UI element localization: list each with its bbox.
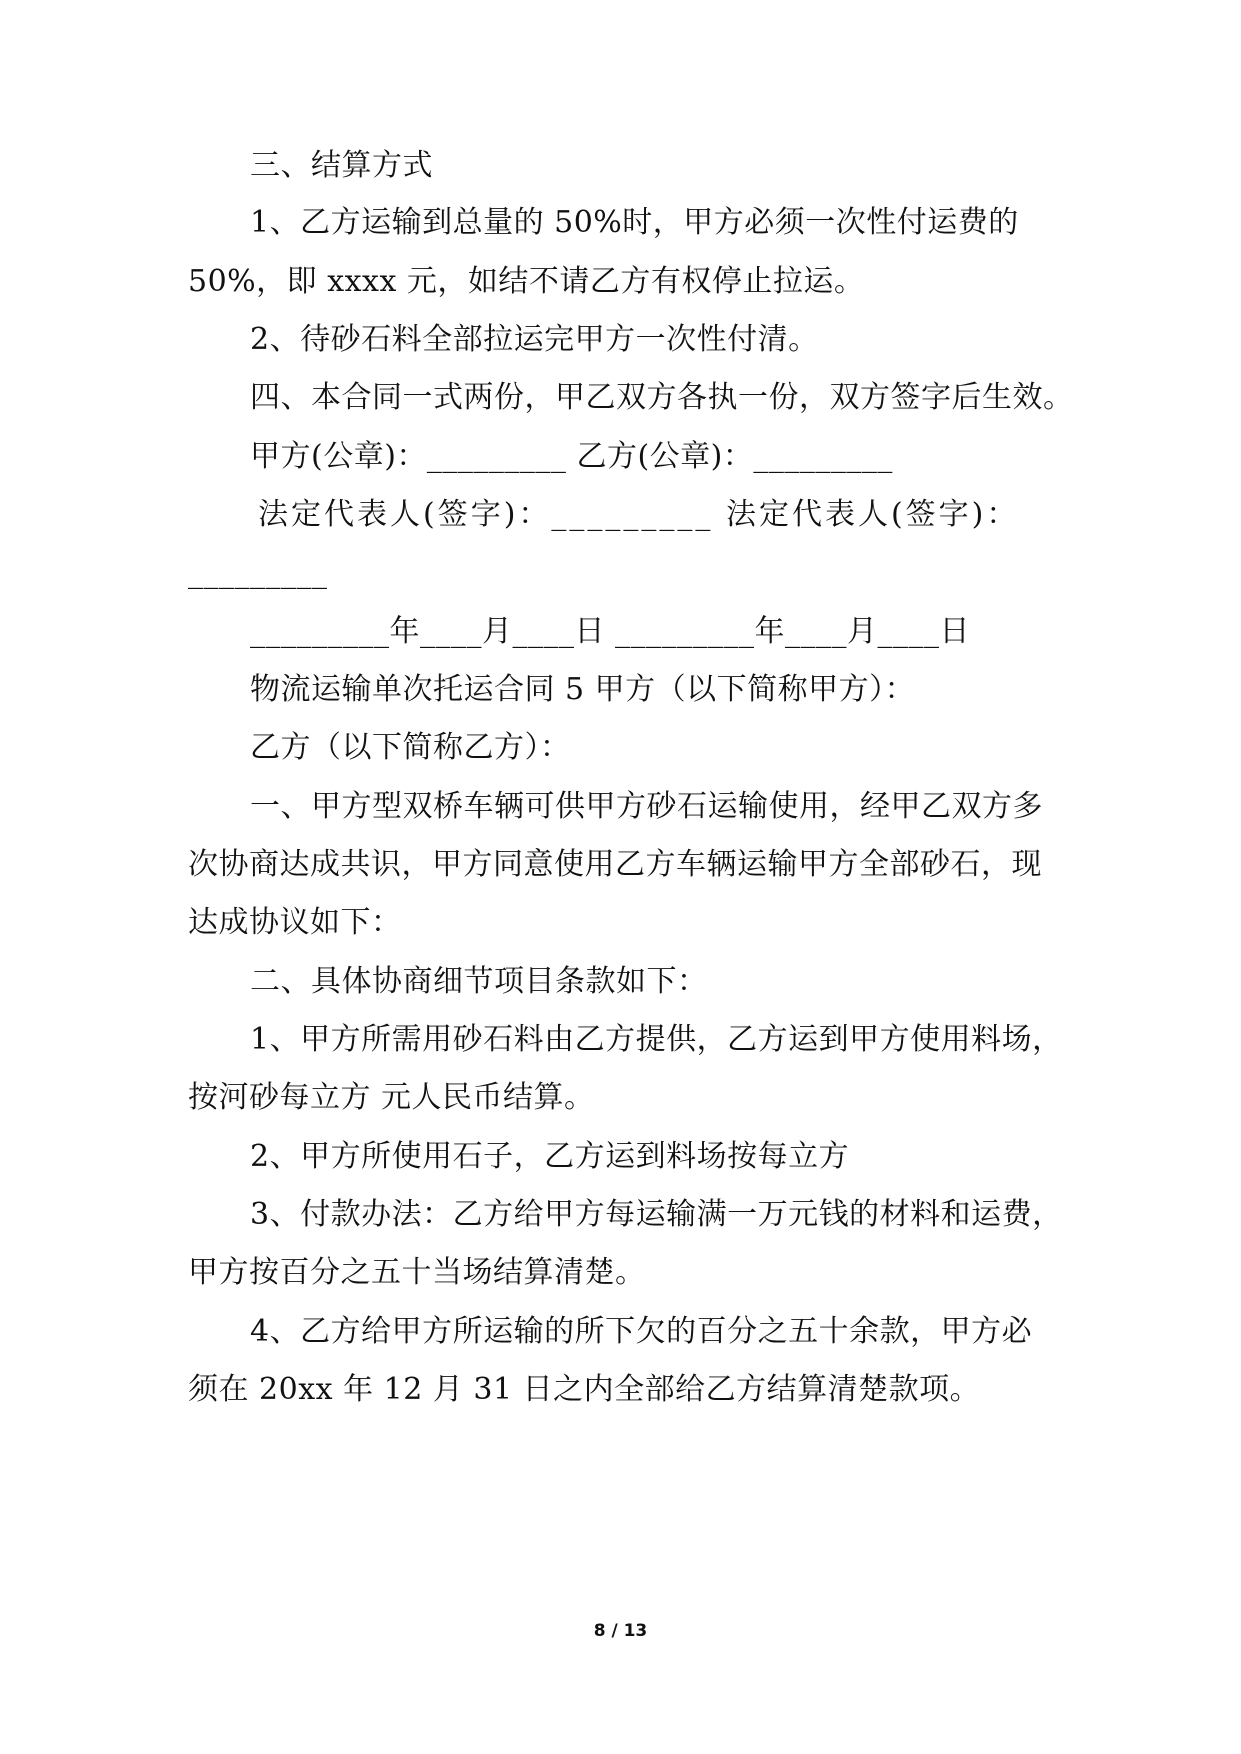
- paragraph-line: 一、甲方型双桥车辆可供甲方砂石运输使用，经甲乙双方多: [250, 789, 1043, 824]
- paragraph-line: 达成协议如下：: [188, 905, 402, 940]
- paragraph-line: 须在 20xx 年 12 月 31 日之内全部给乙方结算清楚款项。: [188, 1372, 981, 1407]
- paragraph-line: 按河砂每立方 元人民币结算。: [188, 1080, 595, 1115]
- date-line: _________年____月____日 _________年____月____日: [250, 614, 971, 649]
- signature-line-seal: 甲方(公章)：_________ 乙方(公章)：_________: [250, 439, 893, 474]
- paragraph-line: 甲方按百分之五十当场结算清楚。: [188, 1255, 646, 1290]
- paragraph-line: 3、付款办法：乙方给甲方每运输满一万元钱的材料和运费，: [250, 1197, 1063, 1232]
- signature-blank: _________: [188, 555, 328, 590]
- contract-title-line: 物流运输单次托运合同 5 甲方（以下简称甲方）：: [250, 672, 916, 707]
- paragraph-line: 2、甲方所使用石子，乙方运到料场按每立方: [250, 1139, 850, 1174]
- party-b-line: 乙方（以下简称乙方）：: [250, 730, 571, 765]
- paragraph-line: 四、本合同一式两份，甲乙双方各执一份，双方签字后生效。: [250, 380, 1074, 415]
- paragraph-line: 次协商达成共识，甲方同意使用乙方车辆运输甲方全部砂石，现: [188, 847, 1042, 882]
- signature-line-representative: 法定代表人(签字)：_________ 法定代表人(签字)：: [258, 497, 1020, 532]
- section-heading-terms: 二、具体协商细节项目条款如下：: [250, 964, 708, 999]
- paragraph-line: 1、乙方运输到总量的 50%时，甲方必须一次性付运费的: [250, 205, 1019, 240]
- paragraph-line: 2、待砂石料全部拉运完甲方一次性付清。: [250, 322, 819, 357]
- section-heading-settlement: 三、结算方式: [250, 148, 433, 183]
- paragraph-line: 1、甲方所需用砂石料由乙方提供，乙方运到甲方使用料场，: [250, 1022, 1063, 1057]
- paragraph-line: 50%，即 xxxx 元，如结不请乙方有权停止拉运。: [188, 264, 865, 299]
- page-number: 8 / 13: [593, 1621, 648, 1641]
- paragraph-line: 4、乙方给甲方所运输的所下欠的百分之五十余款，甲方必: [250, 1314, 1033, 1349]
